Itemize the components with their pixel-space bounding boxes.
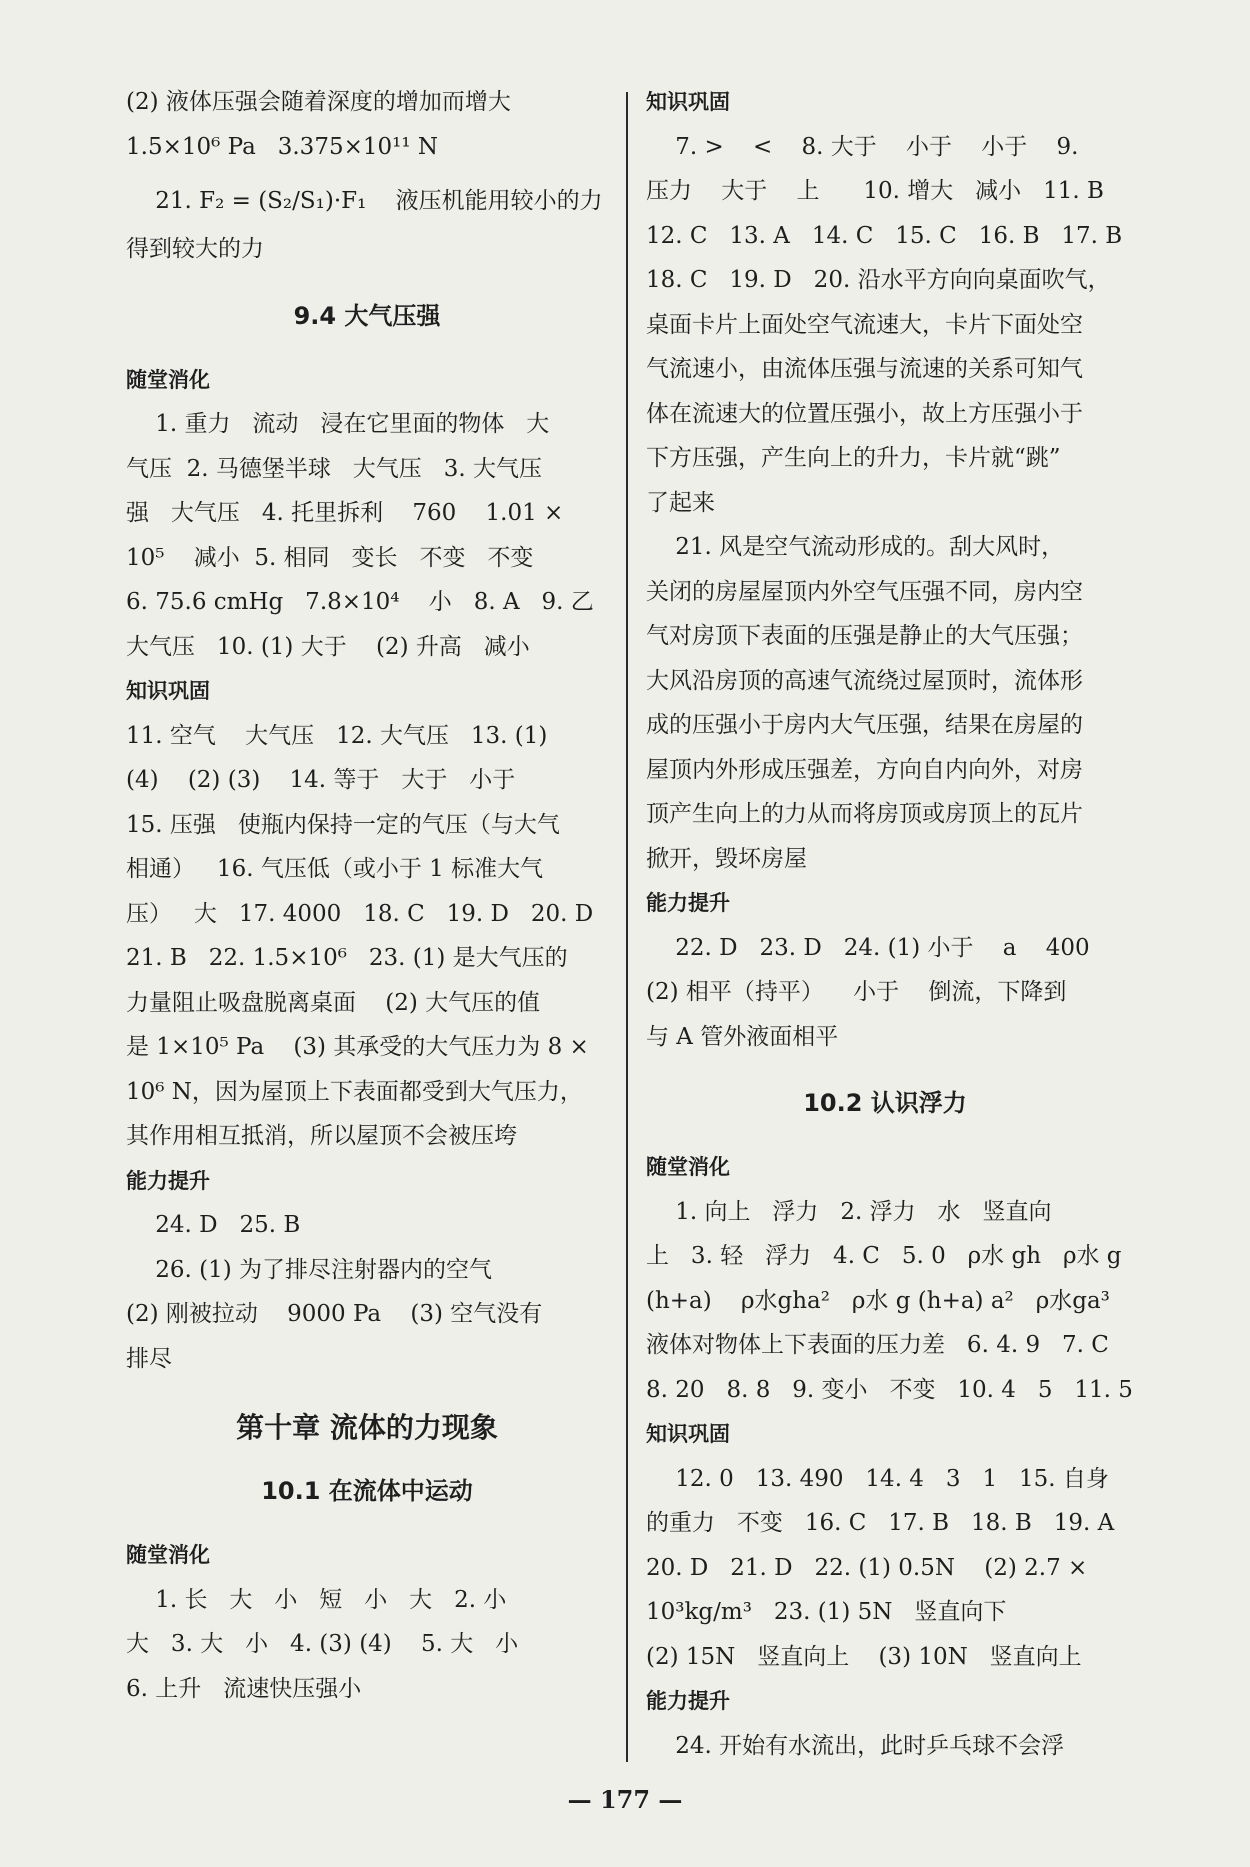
answer-line: (2) 液体压强会随着深度的增加而增大 (126, 89, 511, 115)
answer-line: 排尽 (126, 1345, 172, 1372)
answer-line: 21. B 22. 1.5×10⁶ 23. (1) 是大气压的 (126, 945, 568, 971)
answer-line: 其作用相互抵消，所以屋顶不会被压垮 (126, 1123, 517, 1149)
answer-line: 10⁶ N，因为屋顶上下表面都受到大气压力， (126, 1078, 583, 1105)
subsection-heading: 能力提升 (646, 891, 730, 915)
answer-line: 屋顶内外形成压强差，方向自内向外，对房 (646, 756, 1083, 783)
answer-line: (2) 15N 竖直向上 (3) 10N 竖直向上 (646, 1643, 1082, 1670)
answer-line: 10⁵ 减小 5. 相同 变长 不变 不变 (126, 544, 534, 571)
answer-line: 气对房顶下表面的压强是静止的大气压强； (646, 623, 1083, 649)
answer-line: 了起来 (646, 489, 715, 516)
answer-line: 7. > < 8. 大于 小于 小于 9. (646, 133, 1079, 160)
answer-line: 1.5×10⁶ Pa 3.375×10¹¹ N (126, 133, 438, 160)
answer-line: 26. (1) 为了排尽注射器内的空气 (126, 1256, 493, 1283)
answer-line: (2) 相平（持平） 小于 倒流，下降到 (646, 979, 1067, 1005)
answer-line: 8. 20 8. 8 9. 变小 不变 10. 4 5 11. 5 (646, 1376, 1133, 1403)
right-column (646, 80, 1133, 1768)
answer-line: 压） 大 17. 4000 18. C 19. D 20. D (126, 900, 594, 927)
subsection-heading: 随堂消化 (126, 367, 210, 392)
answer-line: 12. 0 13. 490 14. 4 3 1 15. 自身 (646, 1465, 1109, 1492)
answer-line: 6. 75.6 cmHg 7.8×10⁴ 小 8. A 9. 乙 (126, 589, 594, 615)
answer-line: 下方压强，产生向上的升力，卡片就“跳” (646, 445, 1061, 471)
formula-line: 21. F₂ = (S₂/S₁)·F₁ 液压机能用较小的力 (126, 188, 603, 214)
subsection-heading: 能力提升 (126, 1168, 210, 1193)
left-column (126, 80, 608, 1711)
answer-line: 强 大气压 4. 托里拆利 760 1.01 × (126, 500, 564, 526)
answer-line: 22. D 23. D 24. (1) 小于 a 400 (646, 934, 1090, 961)
answer-line: 1. 向上 浮力 2. 浮力 水 竖直向 (646, 1198, 1052, 1225)
answer-line: 24. D 25. B (126, 1212, 301, 1238)
section-title: 10.1 在流体中运动 (261, 1477, 473, 1505)
answer-line: 15. 压强 使瓶内保持一定的气压（与大气 (126, 811, 560, 838)
answer-line: 气压 2. 马德堡半球 大气压 3. 大气压 (126, 455, 542, 482)
answer-line: 顶产生向上的力从而将房顶或房顶上的瓦片 (646, 801, 1083, 827)
answer-line: 掀开，毁坏房屋 (646, 845, 807, 872)
answer-line: 桌面卡片上面处空气流速大，卡片下面处空 (646, 311, 1083, 338)
subsection-heading: 随堂消化 (126, 1543, 210, 1567)
answer-line: 21. 风是空气流动形成的。刮大风时， (646, 534, 1065, 560)
chapter-title: 第十章 流体的力现象 (236, 1411, 498, 1444)
answer-line: 力量阻止吸盘脱离桌面 (2) 大气压的值 (126, 989, 541, 1016)
answer-line: 18. C 19. D 20. 沿水平方向向桌面吹气， (646, 267, 1111, 293)
answer-line: 20. D 21. D 22. (1) 0.5N (2) 2.7 × (646, 1554, 1088, 1581)
answer-line: 10³kg/m³ 23. (1) 5N 竖直向下 (646, 1599, 1007, 1625)
subsection-heading: 能力提升 (646, 1689, 730, 1713)
answer-line: 体在流速大的位置压强小，故上方压强小于 (646, 400, 1083, 427)
section-title: 10.2 认识浮力 (803, 1089, 967, 1117)
answer-line: 得到较大的力 (126, 236, 264, 262)
subsection-heading: 随堂消化 (646, 1155, 730, 1179)
answer-line: 液体对物体上下表面的压力差 6. 4. 9 7. C (646, 1332, 1109, 1358)
answer-line: 上 3. 轻 浮力 4. C 5. 0 ρ水 gh ρ水 g (646, 1243, 1122, 1269)
answer-line: 成的压强小于房内大气压强，结果在房屋的 (646, 712, 1083, 738)
column-divider (626, 92, 628, 1762)
answer-line: 相通） 16. 气压低（或小于 1 标准大气 (126, 856, 544, 882)
section-title: 9.4 大气压强 (293, 301, 441, 330)
answer-line: (4) (2) (3) 14. 等于 大于 小于 (126, 767, 516, 793)
answer-line: 是 1×10⁵ Pa (3) 其承受的大气压力为 8 × (126, 1034, 589, 1060)
answer-line: 11. 空气 大气压 12. 大气压 13. (1) (126, 722, 548, 749)
answer-line: 关闭的房屋屋顶内外空气压强不同，房内空 (646, 578, 1083, 605)
answer-line: 大气压 10. (1) 大于 (2) 升高 减小 (126, 633, 530, 660)
answer-line: 压力 大于 上 10. 增大 减小 11. B (646, 178, 1104, 204)
subsection-heading: 知识巩固 (126, 679, 210, 703)
answer-line: (h+a) ρ水gha² ρ水 g (h+a) a² ρ水ga³ (646, 1287, 1110, 1314)
answer-line: 气流速小，由流体压强与流速的关系可知气 (646, 356, 1083, 382)
answer-line: 与 A 管外液面相平 (646, 1023, 839, 1050)
answer-line: 12. C 13. A 14. C 15. C 16. B 17. B (646, 222, 1123, 249)
page-number: — 177 — (567, 1785, 683, 1814)
answer-line: 大风沿房顶的高速气流绕过屋顶时，流体形 (646, 667, 1083, 694)
answer-line: 1. 重力 流动 浸在它里面的物体 大 (126, 411, 550, 437)
subsection-heading: 知识巩固 (646, 1422, 730, 1446)
answer-line: 大 3. 大 小 4. (3) (4) 5. 大 小 (126, 1631, 519, 1657)
subsection-heading: 知识巩固 (646, 90, 730, 114)
answer-line: 24. 开始有水流出，此时乒乓球不会浮 (646, 1732, 1065, 1759)
answer-line: 的重力 不变 16. C 17. B 18. B 19. A (646, 1510, 1115, 1536)
answer-line: 1. 长 大 小 短 小 大 2. 小 (126, 1586, 507, 1613)
answer-line: (2) 刚被拉动 9000 Pa (3) 空气没有 (126, 1301, 543, 1327)
answer-line: 6. 上升 流速快压强小 (126, 1675, 362, 1702)
